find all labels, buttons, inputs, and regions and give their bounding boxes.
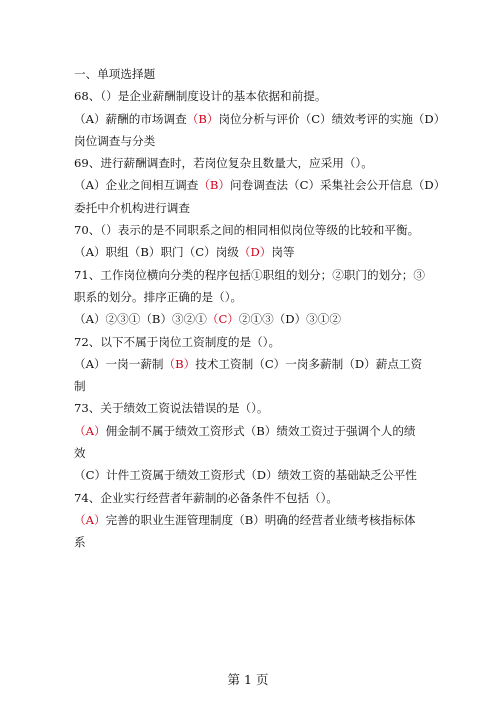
text-segment: 佣金制不属于绩效工资形式（B）绩效工资过于强调个人的绩 bbox=[105, 423, 416, 438]
answer-mark: （D） bbox=[238, 245, 272, 260]
text-line bbox=[74, 420, 430, 442]
answer-mark: （A） bbox=[74, 423, 106, 438]
text-segment: 委托中介机构进行调查 bbox=[74, 200, 190, 215]
text-segment: 技术工资制（C）一岗多薪制（D）薪点工资 bbox=[195, 356, 423, 371]
text-segment: 72、以下不属于岗位工资制度的是（）。 bbox=[74, 334, 281, 349]
text-segment: 69、进行薪酬调查时，若岗位复杂且数量大，应采用（）。 bbox=[74, 156, 373, 171]
text-segment: （C）计件工资属于绩效工资形式（D）绩效工资的基础缺乏公平性 bbox=[74, 468, 417, 483]
answer-mark: （B） bbox=[163, 356, 196, 371]
text-line bbox=[74, 130, 430, 152]
text-segment: 岗等 bbox=[271, 245, 295, 260]
text-segment: 系 bbox=[74, 535, 86, 550]
text-segment: 71、工作岗位横向分类的程序包括①职组的划分；②职门的划分；③ bbox=[74, 267, 425, 282]
text-line bbox=[74, 152, 430, 174]
text-line bbox=[74, 174, 446, 196]
text-segment: ②①③（D）③①② bbox=[238, 312, 341, 327]
text-segment: 岗位分析与评价（C）绩效考评的实施（D） bbox=[218, 111, 446, 126]
question-lines bbox=[74, 85, 446, 553]
text-line bbox=[74, 286, 430, 308]
text-segment: 70、（）表示的是不同职系之间的相同相似岗位等级的比较和平衡。 bbox=[74, 223, 420, 238]
text-segment: （A）薪酬的市场调查 bbox=[74, 111, 187, 126]
text-segment: 73、关于绩效工资说法错误的是（）。 bbox=[74, 401, 269, 416]
text-line bbox=[74, 241, 430, 263]
text-line bbox=[74, 353, 430, 375]
text-segment: （A）企业之间相互调查 bbox=[74, 178, 199, 193]
text-line bbox=[74, 331, 430, 353]
text-line bbox=[74, 464, 430, 486]
text-line bbox=[74, 308, 430, 330]
text-line bbox=[74, 509, 430, 531]
answer-mark: （A） bbox=[74, 512, 106, 527]
text-line bbox=[74, 531, 430, 553]
text-line bbox=[74, 85, 430, 107]
text-line bbox=[74, 375, 430, 397]
answer-mark: （B） bbox=[198, 178, 231, 193]
text-line bbox=[74, 397, 430, 419]
page-footer: 第 1 页 bbox=[227, 672, 269, 687]
text-line bbox=[74, 197, 430, 219]
text-line bbox=[74, 442, 430, 464]
answer-mark: （C） bbox=[206, 312, 239, 327]
text-segment: 完善的职业生涯管理制度（B）明确的经营者业绩考核指标体 bbox=[105, 512, 416, 527]
answer-mark: （B） bbox=[186, 111, 219, 126]
text-segment: （A）职组（B）职门（C）岗级 bbox=[74, 245, 239, 260]
text-segment: （A）②③①（B）③②① bbox=[74, 312, 207, 327]
text-line bbox=[74, 264, 430, 286]
text-segment: 问卷调查法（C）采集社会公开信息（D） bbox=[230, 178, 446, 193]
text-line bbox=[74, 219, 430, 241]
text-line bbox=[74, 108, 446, 130]
text-segment: 职系的划分。排序正确的是（）。 bbox=[74, 289, 243, 304]
section-title: 一、单项选择题 bbox=[74, 67, 156, 81]
text-line bbox=[74, 487, 430, 509]
text-segment: 74、企业实行经营者年薪制的必备条件不包括（）。 bbox=[74, 490, 339, 505]
text-segment: 岗位调查与分类 bbox=[74, 133, 156, 148]
text-segment: 制 bbox=[74, 379, 86, 394]
text-segment: （A）一岗一薪制 bbox=[74, 356, 164, 371]
question-content bbox=[74, 63, 446, 554]
text-segment: 效 bbox=[74, 446, 86, 461]
text-segment: 68、（）是企业薪酬制度设计的基本依据和前提。 bbox=[74, 89, 327, 104]
